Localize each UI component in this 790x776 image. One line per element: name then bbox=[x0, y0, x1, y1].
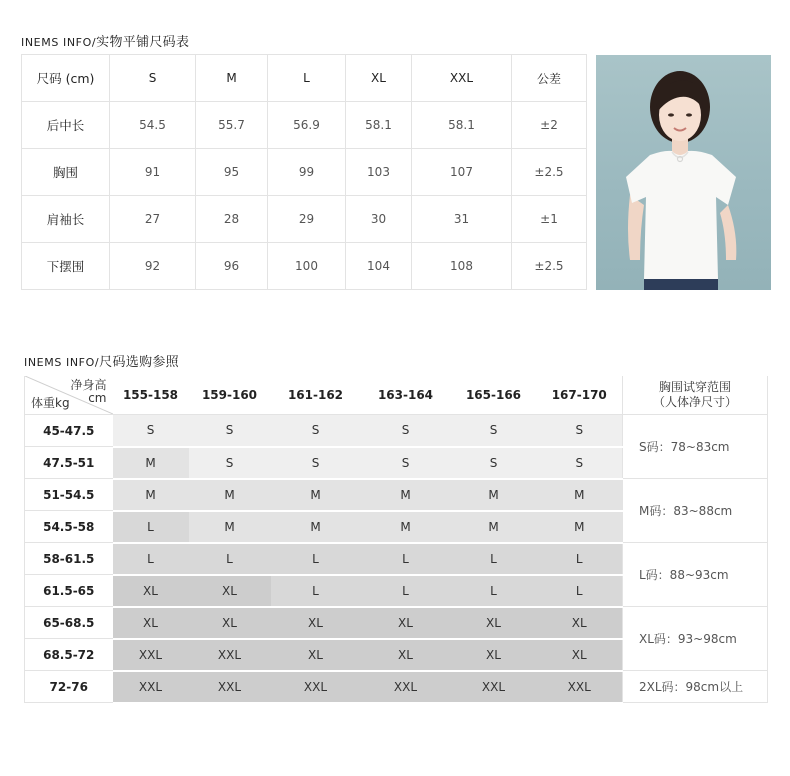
recommended-size-cell: M bbox=[271, 511, 361, 543]
weight-range-cell: 68.5-72 bbox=[25, 639, 113, 671]
measure-value-cell: XXL bbox=[412, 55, 512, 102]
chest-header-line1: 胸围试穿范围 bbox=[658, 380, 731, 394]
model-illustration bbox=[596, 55, 771, 290]
chest-range-cell: M码：83~88cm bbox=[623, 479, 768, 543]
size-guide-row bbox=[25, 415, 768, 447]
chest-header-line2: （人体净尺寸） bbox=[652, 395, 737, 409]
recommended-size-cell: S bbox=[451, 415, 537, 447]
weight-range-cell: 45-47.5 bbox=[25, 415, 113, 447]
recommended-size-cell: S bbox=[537, 447, 623, 479]
section2-title bbox=[24, 351, 179, 370]
recommended-size-cell: L bbox=[189, 543, 271, 575]
height-label: 净身高 bbox=[70, 378, 107, 392]
product-model-photo bbox=[596, 55, 771, 290]
recommended-size-cell: XXL bbox=[361, 671, 451, 703]
recommended-size-cell: XL bbox=[113, 607, 189, 639]
measure-value-cell: 108 bbox=[412, 243, 512, 290]
measure-value-cell: ±2 bbox=[512, 102, 587, 149]
recommended-size-cell: XXL bbox=[113, 639, 189, 671]
measurement-row bbox=[22, 102, 587, 149]
recommended-size-cell: XL bbox=[361, 639, 451, 671]
measure-value-cell: ±2.5 bbox=[512, 243, 587, 290]
weight-range-cell: 72-76 bbox=[25, 671, 113, 703]
measure-value-cell: ±2.5 bbox=[512, 149, 587, 196]
recommended-size-cell: L bbox=[537, 543, 623, 575]
measure-label-cell: 肩袖长 bbox=[22, 196, 110, 243]
recommended-size-cell: XL bbox=[113, 575, 189, 607]
size-guide-row bbox=[25, 607, 768, 639]
recommended-size-cell: M bbox=[189, 479, 271, 511]
weight-range-cell: 51-54.5 bbox=[25, 479, 113, 511]
recommended-size-cell: XL bbox=[451, 639, 537, 671]
weight-range-cell: 58-61.5 bbox=[25, 543, 113, 575]
recommended-size-cell: L bbox=[113, 543, 189, 575]
measure-label-cell: 后中长 bbox=[22, 102, 110, 149]
recommended-size-cell: XL bbox=[271, 639, 361, 671]
measurement-row bbox=[22, 149, 587, 196]
measure-value-cell: 92 bbox=[110, 243, 196, 290]
recommended-size-cell: XXL bbox=[271, 671, 361, 703]
recommended-size-cell: L bbox=[451, 543, 537, 575]
measure-value-cell: 96 bbox=[196, 243, 268, 290]
recommended-size-cell: M bbox=[361, 479, 451, 511]
size-guide-row bbox=[25, 543, 768, 575]
measure-value-cell: 27 bbox=[110, 196, 196, 243]
recommended-size-cell: M bbox=[361, 511, 451, 543]
height-header: 165-166 bbox=[451, 376, 537, 415]
recommended-size-cell: M bbox=[451, 511, 537, 543]
recommended-size-cell: XL bbox=[537, 639, 623, 671]
recommended-size-cell: S bbox=[537, 415, 623, 447]
measure-value-cell: L bbox=[268, 55, 346, 102]
measure-value-cell: 104 bbox=[346, 243, 412, 290]
recommended-size-cell: XL bbox=[537, 607, 623, 639]
corner-height-label bbox=[70, 379, 106, 405]
measure-value-cell: 100 bbox=[268, 243, 346, 290]
recommended-size-cell: M bbox=[537, 479, 623, 511]
measure-value-cell: 99 bbox=[268, 149, 346, 196]
section1-title-cn: 实物平铺尺码表 bbox=[96, 35, 190, 50]
recommended-size-cell: L bbox=[537, 575, 623, 607]
size-guide-header-row bbox=[25, 376, 768, 415]
measure-value-cell: ±1 bbox=[512, 196, 587, 243]
height-header: 155-158 bbox=[113, 376, 189, 415]
recommended-size-cell: M bbox=[271, 479, 361, 511]
recommended-size-cell: S bbox=[271, 447, 361, 479]
measure-value-cell: S bbox=[110, 55, 196, 102]
recommended-size-cell: S bbox=[189, 447, 271, 479]
recommended-size-cell: XXL bbox=[537, 671, 623, 703]
height-header: 163-164 bbox=[361, 376, 451, 415]
chest-range-cell: XL码：93~98cm bbox=[623, 607, 768, 671]
measure-value-cell: 103 bbox=[346, 149, 412, 196]
measure-label-cell: 胸围 bbox=[22, 149, 110, 196]
section2-title-en: INEMS INFO/ bbox=[24, 356, 100, 369]
measure-value-cell: 29 bbox=[268, 196, 346, 243]
recommended-size-cell: XL bbox=[451, 607, 537, 639]
measurement-row bbox=[22, 243, 587, 290]
recommended-size-cell: XXL bbox=[189, 639, 271, 671]
height-unit: cm bbox=[88, 391, 107, 405]
recommended-size-cell: M bbox=[189, 511, 271, 543]
height-header: 159-160 bbox=[189, 376, 271, 415]
recommended-size-cell: L bbox=[361, 575, 451, 607]
size-recommendation-table bbox=[24, 376, 768, 704]
section1-title-en: INEMS INFO/ bbox=[21, 36, 97, 49]
recommended-size-cell: L bbox=[451, 575, 537, 607]
measurement-header-row bbox=[22, 55, 587, 102]
recommended-size-cell: XXL bbox=[113, 671, 189, 703]
weight-range-cell: 54.5-58 bbox=[25, 511, 113, 543]
size-guide-row bbox=[25, 671, 768, 703]
height-header: 167-170 bbox=[537, 376, 623, 415]
recommended-size-cell: S bbox=[361, 447, 451, 479]
recommended-size-cell: M bbox=[451, 479, 537, 511]
weight-range-cell: 65-68.5 bbox=[25, 607, 113, 639]
height-header: 161-162 bbox=[271, 376, 361, 415]
recommended-size-cell: M bbox=[537, 511, 623, 543]
chest-range-cell: S码：78~83cm bbox=[623, 415, 768, 479]
recommended-size-cell: S bbox=[451, 447, 537, 479]
chest-range-header bbox=[623, 376, 768, 415]
measure-value-cell: 公差 bbox=[512, 55, 587, 102]
chest-range-cell: L码：88~93cm bbox=[623, 543, 768, 607]
section1-title bbox=[21, 31, 189, 50]
recommended-size-cell: XXL bbox=[189, 671, 271, 703]
chest-range-cell: 2XL码：98cm以上 bbox=[623, 671, 768, 703]
recommended-size-cell: M bbox=[113, 447, 189, 479]
measure-value-cell: 58.1 bbox=[346, 102, 412, 149]
measure-value-cell: 55.7 bbox=[196, 102, 268, 149]
garment-measurement-table bbox=[21, 54, 587, 290]
measure-label-cell: 尺码 (cm) bbox=[22, 55, 110, 102]
measure-value-cell: 30 bbox=[346, 196, 412, 243]
weight-range-cell: 47.5-51 bbox=[25, 447, 113, 479]
recommended-size-cell: S bbox=[189, 415, 271, 447]
recommended-size-cell: S bbox=[113, 415, 189, 447]
recommended-size-cell: M bbox=[113, 479, 189, 511]
measure-value-cell: 54.5 bbox=[110, 102, 196, 149]
recommended-size-cell: XL bbox=[189, 575, 271, 607]
recommended-size-cell: L bbox=[271, 575, 361, 607]
measure-label-cell: 下摆围 bbox=[22, 243, 110, 290]
recommended-size-cell: S bbox=[361, 415, 451, 447]
weight-range-cell: 61.5-65 bbox=[25, 575, 113, 607]
measure-value-cell: 95 bbox=[196, 149, 268, 196]
measurement-row bbox=[22, 196, 587, 243]
size-guide-row bbox=[25, 479, 768, 511]
recommended-size-cell: S bbox=[271, 415, 361, 447]
measure-value-cell: M bbox=[196, 55, 268, 102]
corner-cell bbox=[25, 376, 113, 415]
recommended-size-cell: XL bbox=[189, 607, 271, 639]
recommended-size-cell: L bbox=[271, 543, 361, 575]
section2-title-cn: 尺码选购参照 bbox=[99, 355, 179, 370]
measure-value-cell: XL bbox=[346, 55, 412, 102]
recommended-size-cell: L bbox=[113, 511, 189, 543]
recommended-size-cell: XXL bbox=[451, 671, 537, 703]
measure-value-cell: 31 bbox=[412, 196, 512, 243]
measure-value-cell: 28 bbox=[196, 196, 268, 243]
weight-label: 体重kg bbox=[31, 396, 70, 410]
measure-value-cell: 58.1 bbox=[412, 102, 512, 149]
measure-value-cell: 107 bbox=[412, 149, 512, 196]
recommended-size-cell: XL bbox=[271, 607, 361, 639]
measure-value-cell: 91 bbox=[110, 149, 196, 196]
measure-value-cell: 56.9 bbox=[268, 102, 346, 149]
recommended-size-cell: XL bbox=[361, 607, 451, 639]
recommended-size-cell: L bbox=[361, 543, 451, 575]
